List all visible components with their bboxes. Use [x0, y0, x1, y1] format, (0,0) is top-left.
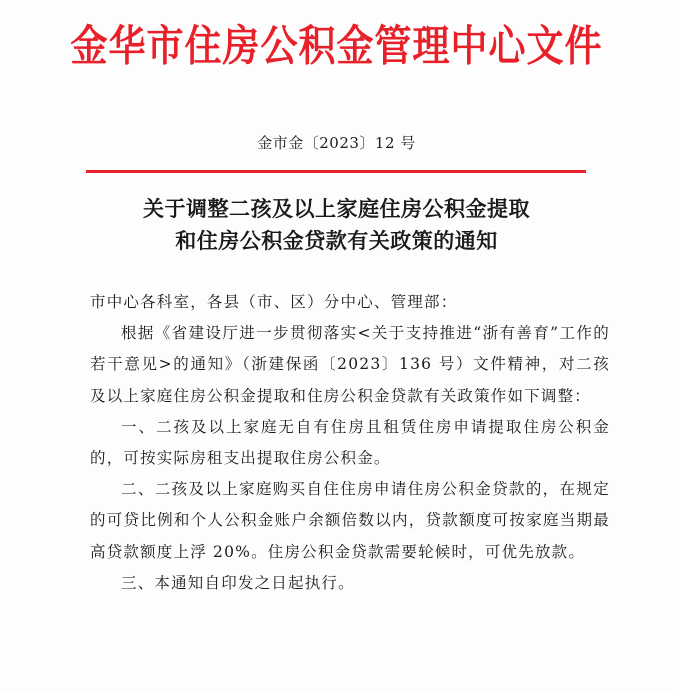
subject-line-2: 和住房公积金贷款有关政策的通知: [175, 229, 498, 253]
document-body: [90, 287, 610, 599]
subject-line-1: 关于调整二孩及以上家庭住房公积金提取: [143, 197, 530, 221]
document-number: 金市金〔2023〕12 号: [257, 134, 416, 152]
policy-item-3: 三、本通知自印发之日起执行。: [121, 573, 355, 592]
red-divider-line: [86, 170, 586, 173]
intro-paragraph: 根据《省建设厅进一步贯彻落实<关于支持推进“浙有善育”工作的若干意见>的通知》（浙建保函〔2023〕136 号）文件精神，对二孩及以上家庭住房公积金提取和住房公积金贷款有关政策作如下调整：: [90, 324, 610, 405]
salutation: 市中心各科室，各县（市、区）分中心、管理部：: [90, 293, 458, 311]
policy-item-1: 一、二孩及以上家庭无自有住房且租赁住房申请提取住房公积金的，可按实际房租支出提取住房公积金。: [90, 417, 610, 468]
document-subject: [0, 193, 673, 257]
policy-item-2: 二、二孩及以上家庭购买自住住房申请住房公积金贷款的，在规定的可贷比例和个人公积金账户余额倍数以内，贷款额度可按家庭当期最高贷款额度上浮 20%。住房公积金贷款需要轮候时，可优先放款。: [90, 480, 610, 561]
org-letterhead-title: 金华市住房公积金管理中心文件: [70, 20, 603, 71]
